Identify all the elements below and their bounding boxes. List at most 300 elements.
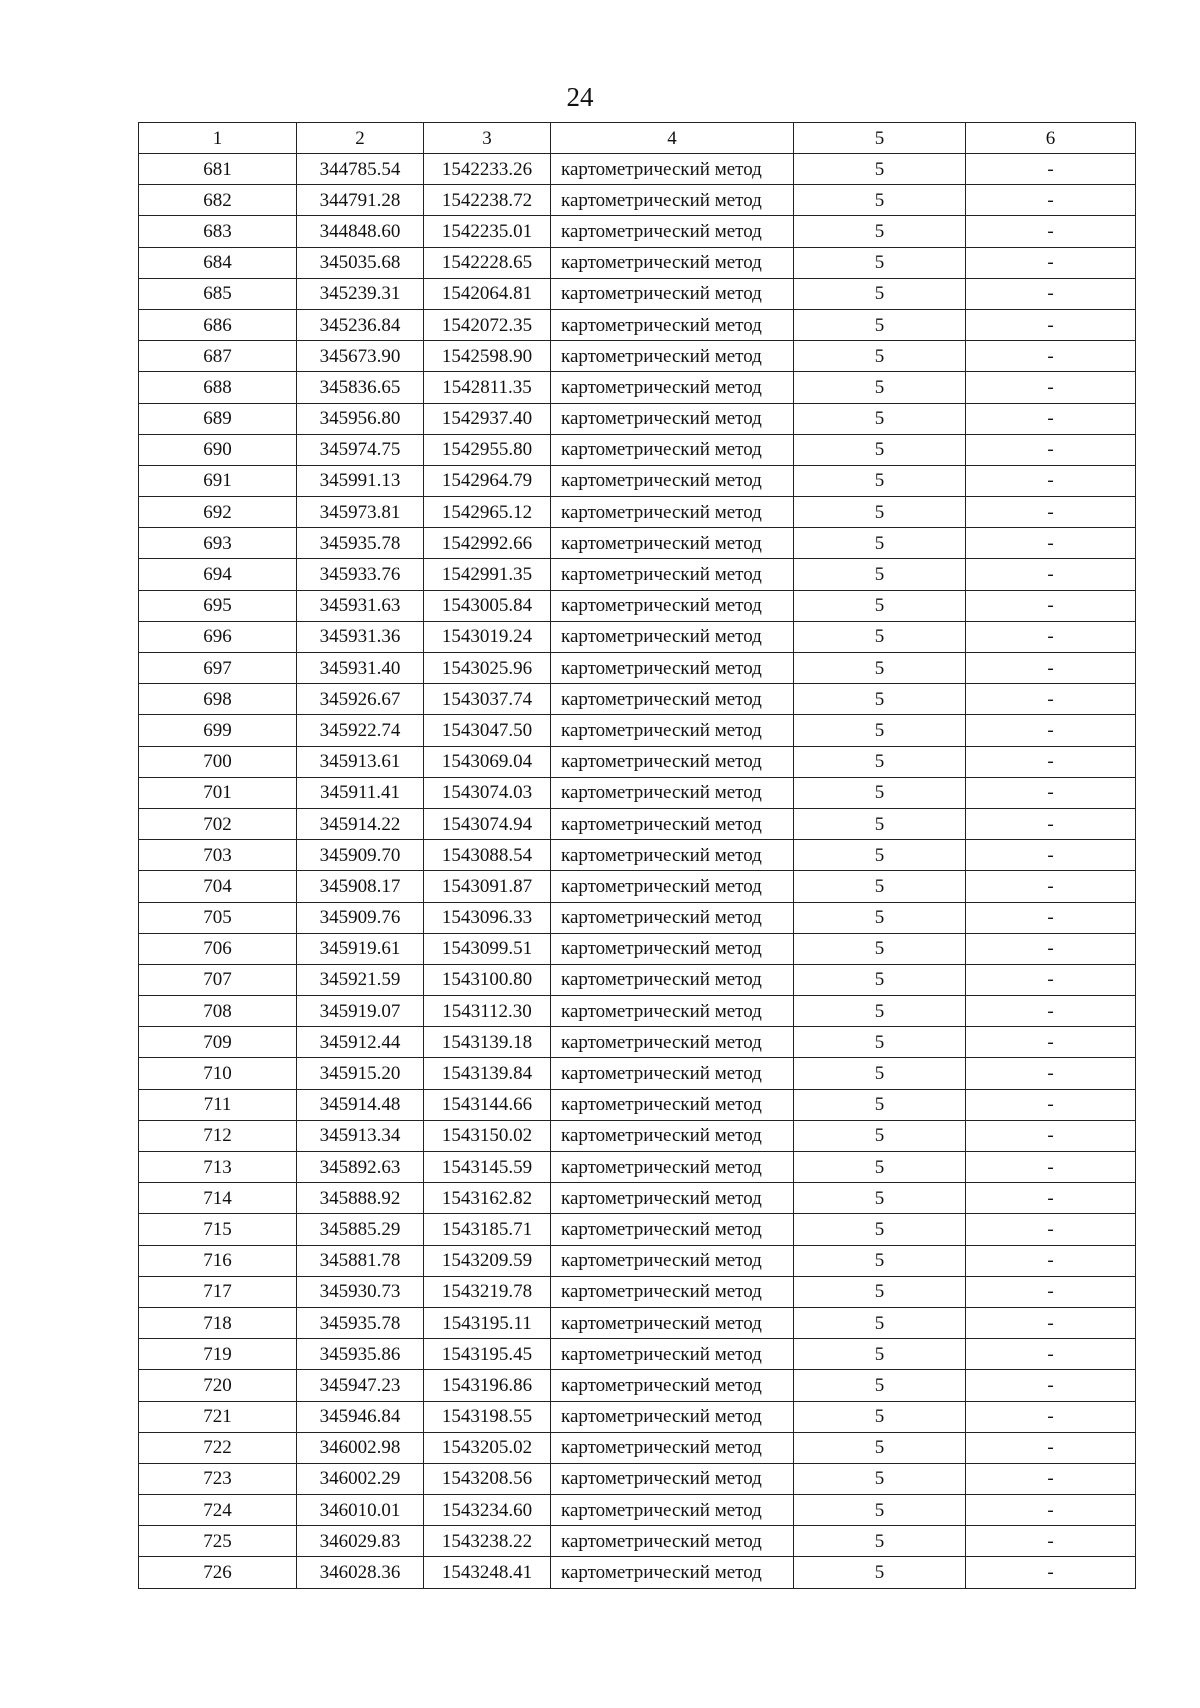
- note-cell: -: [966, 309, 1136, 340]
- x-coordinate-cell: 345913.61: [297, 746, 424, 777]
- y-coordinate-cell: 1543096.33: [424, 902, 551, 933]
- header-cell: 3: [424, 123, 551, 154]
- x-coordinate-cell: 345236.84: [297, 309, 424, 340]
- table-row: [139, 247, 1136, 278]
- method-cell: картометрический метод: [551, 1495, 794, 1526]
- note-cell: -: [966, 1463, 1136, 1494]
- point-number-cell: 713: [139, 1152, 297, 1183]
- y-coordinate-cell: 1542992.66: [424, 528, 551, 559]
- method-cell: картометрический метод: [551, 1526, 794, 1557]
- y-coordinate-cell: 1543208.56: [424, 1463, 551, 1494]
- method-cell: картометрический метод: [551, 185, 794, 216]
- note-cell: -: [966, 1370, 1136, 1401]
- point-number-cell: 707: [139, 964, 297, 995]
- accuracy-cell: 5: [794, 996, 966, 1027]
- note-cell: -: [966, 684, 1136, 715]
- accuracy-cell: 5: [794, 871, 966, 902]
- y-coordinate-cell: 1543100.80: [424, 964, 551, 995]
- point-number-cell: 712: [139, 1120, 297, 1151]
- point-number-cell: 686: [139, 309, 297, 340]
- note-cell: -: [966, 871, 1136, 902]
- accuracy-cell: 5: [794, 715, 966, 746]
- y-coordinate-cell: 1542238.72: [424, 185, 551, 216]
- accuracy-cell: 5: [794, 746, 966, 777]
- method-cell: картометрический метод: [551, 1307, 794, 1338]
- point-number-cell: 722: [139, 1432, 297, 1463]
- point-number-cell: 687: [139, 341, 297, 372]
- x-coordinate-cell: 345933.76: [297, 559, 424, 590]
- y-coordinate-cell: 1543219.78: [424, 1276, 551, 1307]
- accuracy-cell: 5: [794, 1495, 966, 1526]
- y-coordinate-cell: 1543185.71: [424, 1214, 551, 1245]
- y-coordinate-cell: 1542955.80: [424, 434, 551, 465]
- accuracy-cell: 5: [794, 653, 966, 684]
- y-coordinate-cell: 1543047.50: [424, 715, 551, 746]
- accuracy-cell: 5: [794, 777, 966, 808]
- note-cell: -: [966, 247, 1136, 278]
- table-row: [139, 621, 1136, 652]
- point-number-cell: 710: [139, 1058, 297, 1089]
- accuracy-cell: 5: [794, 1027, 966, 1058]
- point-number-cell: 711: [139, 1089, 297, 1120]
- table-row: [139, 1307, 1136, 1338]
- y-coordinate-cell: 1542811.35: [424, 372, 551, 403]
- header-cell: 4: [551, 123, 794, 154]
- x-coordinate-cell: 345915.20: [297, 1058, 424, 1089]
- accuracy-cell: 5: [794, 964, 966, 995]
- x-coordinate-cell: 345930.73: [297, 1276, 424, 1307]
- header-cell: 1: [139, 123, 297, 154]
- table-row: [139, 1027, 1136, 1058]
- y-coordinate-cell: 1543074.94: [424, 808, 551, 839]
- x-coordinate-cell: 345908.17: [297, 871, 424, 902]
- note-cell: -: [966, 403, 1136, 434]
- table-row: [139, 1245, 1136, 1276]
- note-cell: -: [966, 933, 1136, 964]
- point-number-cell: 725: [139, 1526, 297, 1557]
- accuracy-cell: 5: [794, 1214, 966, 1245]
- y-coordinate-cell: 1543074.03: [424, 777, 551, 808]
- point-number-cell: 698: [139, 684, 297, 715]
- note-cell: -: [966, 559, 1136, 590]
- point-number-cell: 719: [139, 1339, 297, 1370]
- note-cell: -: [966, 278, 1136, 309]
- table-row: [139, 1214, 1136, 1245]
- y-coordinate-cell: 1542965.12: [424, 497, 551, 528]
- y-coordinate-cell: 1542228.65: [424, 247, 551, 278]
- note-cell: -: [966, 216, 1136, 247]
- x-coordinate-cell: 345946.84: [297, 1401, 424, 1432]
- note-cell: -: [966, 621, 1136, 652]
- y-coordinate-cell: 1543091.87: [424, 871, 551, 902]
- table-row: [139, 1463, 1136, 1494]
- accuracy-cell: 5: [794, 1058, 966, 1089]
- table-row: [139, 1183, 1136, 1214]
- point-number-cell: 691: [139, 465, 297, 496]
- header-cell: 5: [794, 123, 966, 154]
- method-cell: картометрический метод: [551, 154, 794, 185]
- method-cell: картометрический метод: [551, 341, 794, 372]
- method-cell: картометрический метод: [551, 1339, 794, 1370]
- x-coordinate-cell: 345926.67: [297, 684, 424, 715]
- point-number-cell: 693: [139, 528, 297, 559]
- table-row: [139, 1401, 1136, 1432]
- note-cell: -: [966, 497, 1136, 528]
- header-cell: 6: [966, 123, 1136, 154]
- y-coordinate-cell: 1543145.59: [424, 1152, 551, 1183]
- y-coordinate-cell: 1543195.11: [424, 1307, 551, 1338]
- note-cell: -: [966, 1526, 1136, 1557]
- note-cell: -: [966, 1276, 1136, 1307]
- note-cell: -: [966, 1058, 1136, 1089]
- accuracy-cell: 5: [794, 1401, 966, 1432]
- method-cell: картометрический метод: [551, 871, 794, 902]
- y-coordinate-cell: 1543099.51: [424, 933, 551, 964]
- point-number-cell: 709: [139, 1027, 297, 1058]
- x-coordinate-cell: 346010.01: [297, 1495, 424, 1526]
- accuracy-cell: 5: [794, 154, 966, 185]
- accuracy-cell: 5: [794, 216, 966, 247]
- accuracy-cell: 5: [794, 309, 966, 340]
- table-row: [139, 1058, 1136, 1089]
- accuracy-cell: 5: [794, 590, 966, 621]
- table-row: [139, 902, 1136, 933]
- point-number-cell: 694: [139, 559, 297, 590]
- point-number-cell: 702: [139, 808, 297, 839]
- point-number-cell: 683: [139, 216, 297, 247]
- note-cell: -: [966, 1152, 1136, 1183]
- method-cell: картометрический метод: [551, 653, 794, 684]
- method-cell: картометрический метод: [551, 1557, 794, 1588]
- method-cell: картометрический метод: [551, 1276, 794, 1307]
- x-coordinate-cell: 345919.61: [297, 933, 424, 964]
- x-coordinate-cell: 345931.40: [297, 653, 424, 684]
- y-coordinate-cell: 1543088.54: [424, 840, 551, 871]
- point-number-cell: 724: [139, 1495, 297, 1526]
- table-row: [139, 341, 1136, 372]
- coordinates-table: [138, 122, 1136, 1589]
- y-coordinate-cell: 1543234.60: [424, 1495, 551, 1526]
- table-row: [139, 309, 1136, 340]
- accuracy-cell: 5: [794, 465, 966, 496]
- accuracy-cell: 5: [794, 1339, 966, 1370]
- x-coordinate-cell: 346029.83: [297, 1526, 424, 1557]
- table-row: [139, 1339, 1136, 1370]
- x-coordinate-cell: 345913.34: [297, 1120, 424, 1151]
- accuracy-cell: 5: [794, 808, 966, 839]
- note-cell: -: [966, 1495, 1136, 1526]
- accuracy-cell: 5: [794, 840, 966, 871]
- page-number: 24: [566, 82, 594, 112]
- accuracy-cell: 5: [794, 1557, 966, 1588]
- note-cell: -: [966, 1120, 1136, 1151]
- x-coordinate-cell: 345922.74: [297, 715, 424, 746]
- note-cell: -: [966, 777, 1136, 808]
- x-coordinate-cell: 345919.07: [297, 996, 424, 1027]
- method-cell: картометрический метод: [551, 621, 794, 652]
- x-coordinate-cell: 345035.68: [297, 247, 424, 278]
- method-cell: картометрический метод: [551, 465, 794, 496]
- note-cell: -: [966, 1089, 1136, 1120]
- table-row: [139, 1557, 1136, 1588]
- method-cell: картометрический метод: [551, 403, 794, 434]
- accuracy-cell: 5: [794, 1276, 966, 1307]
- point-number-cell: 706: [139, 933, 297, 964]
- method-cell: картометрический метод: [551, 1058, 794, 1089]
- table-row: [139, 1526, 1136, 1557]
- note-cell: -: [966, 1432, 1136, 1463]
- table-row: [139, 653, 1136, 684]
- point-number-cell: 703: [139, 840, 297, 871]
- method-cell: картометрический метод: [551, 434, 794, 465]
- table-body: [139, 123, 1136, 1589]
- accuracy-cell: 5: [794, 434, 966, 465]
- y-coordinate-cell: 1543238.22: [424, 1526, 551, 1557]
- table-row: [139, 372, 1136, 403]
- note-cell: -: [966, 715, 1136, 746]
- table-row: [139, 684, 1136, 715]
- method-cell: картометрический метод: [551, 590, 794, 621]
- x-coordinate-cell: 345947.23: [297, 1370, 424, 1401]
- y-coordinate-cell: 1542598.90: [424, 341, 551, 372]
- accuracy-cell: 5: [794, 497, 966, 528]
- method-cell: картометрический метод: [551, 372, 794, 403]
- note-cell: -: [966, 341, 1136, 372]
- x-coordinate-cell: 345973.81: [297, 497, 424, 528]
- note-cell: -: [966, 1339, 1136, 1370]
- y-coordinate-cell: 1543112.30: [424, 996, 551, 1027]
- point-number-cell: 700: [139, 746, 297, 777]
- note-cell: -: [966, 902, 1136, 933]
- method-cell: картометрический метод: [551, 840, 794, 871]
- point-number-cell: 720: [139, 1370, 297, 1401]
- method-cell: картометрический метод: [551, 1463, 794, 1494]
- y-coordinate-cell: 1542233.26: [424, 154, 551, 185]
- point-number-cell: 715: [139, 1214, 297, 1245]
- y-coordinate-cell: 1543144.66: [424, 1089, 551, 1120]
- accuracy-cell: 5: [794, 1432, 966, 1463]
- y-coordinate-cell: 1543037.74: [424, 684, 551, 715]
- method-cell: картометрический метод: [551, 278, 794, 309]
- note-cell: -: [966, 1027, 1136, 1058]
- table-row: [139, 1152, 1136, 1183]
- method-cell: картометрический метод: [551, 1432, 794, 1463]
- x-coordinate-cell: 345885.29: [297, 1214, 424, 1245]
- y-coordinate-cell: 1543005.84: [424, 590, 551, 621]
- note-cell: -: [966, 1245, 1136, 1276]
- method-cell: картометрический метод: [551, 715, 794, 746]
- point-number-cell: 684: [139, 247, 297, 278]
- x-coordinate-cell: 345931.63: [297, 590, 424, 621]
- point-number-cell: 717: [139, 1276, 297, 1307]
- y-coordinate-cell: 1543162.82: [424, 1183, 551, 1214]
- y-coordinate-cell: 1543248.41: [424, 1557, 551, 1588]
- x-coordinate-cell: 345911.41: [297, 777, 424, 808]
- x-coordinate-cell: 346028.36: [297, 1557, 424, 1588]
- point-number-cell: 685: [139, 278, 297, 309]
- note-cell: -: [966, 964, 1136, 995]
- y-coordinate-cell: 1543139.18: [424, 1027, 551, 1058]
- method-cell: картометрический метод: [551, 746, 794, 777]
- table-row: [139, 497, 1136, 528]
- note-cell: -: [966, 185, 1136, 216]
- accuracy-cell: 5: [794, 933, 966, 964]
- y-coordinate-cell: 1542937.40: [424, 403, 551, 434]
- y-coordinate-cell: 1542964.79: [424, 465, 551, 496]
- point-number-cell: 682: [139, 185, 297, 216]
- x-coordinate-cell: 345974.75: [297, 434, 424, 465]
- y-coordinate-cell: 1543196.86: [424, 1370, 551, 1401]
- x-coordinate-cell: 345912.44: [297, 1027, 424, 1058]
- x-coordinate-cell: 344785.54: [297, 154, 424, 185]
- note-cell: -: [966, 1401, 1136, 1432]
- table-row: [139, 777, 1136, 808]
- table-row: [139, 559, 1136, 590]
- table-row: [139, 964, 1136, 995]
- method-cell: картометрический метод: [551, 808, 794, 839]
- accuracy-cell: 5: [794, 621, 966, 652]
- x-coordinate-cell: 345935.78: [297, 1307, 424, 1338]
- table-row: [139, 1089, 1136, 1120]
- method-cell: картометрический метод: [551, 1183, 794, 1214]
- note-cell: -: [966, 808, 1136, 839]
- table-row: [139, 933, 1136, 964]
- note-cell: -: [966, 1214, 1136, 1245]
- y-coordinate-cell: 1543198.55: [424, 1401, 551, 1432]
- table-row: [139, 216, 1136, 247]
- method-cell: картометрический метод: [551, 684, 794, 715]
- point-number-cell: 688: [139, 372, 297, 403]
- accuracy-cell: 5: [794, 1307, 966, 1338]
- point-number-cell: 695: [139, 590, 297, 621]
- method-cell: картометрический метод: [551, 1152, 794, 1183]
- table-row: [139, 154, 1136, 185]
- method-cell: картометрический метод: [551, 1245, 794, 1276]
- note-cell: -: [966, 590, 1136, 621]
- table-row: [139, 715, 1136, 746]
- x-coordinate-cell: 345914.48: [297, 1089, 424, 1120]
- method-cell: картометрический метод: [551, 309, 794, 340]
- method-cell: картометрический метод: [551, 1089, 794, 1120]
- y-coordinate-cell: 1542991.35: [424, 559, 551, 590]
- x-coordinate-cell: 345956.80: [297, 403, 424, 434]
- accuracy-cell: 5: [794, 902, 966, 933]
- note-cell: -: [966, 653, 1136, 684]
- note-cell: -: [966, 1183, 1136, 1214]
- table-row: [139, 1370, 1136, 1401]
- y-coordinate-cell: 1542235.01: [424, 216, 551, 247]
- x-coordinate-cell: 346002.29: [297, 1463, 424, 1494]
- table-row: [139, 403, 1136, 434]
- x-coordinate-cell: 345892.63: [297, 1152, 424, 1183]
- method-cell: картометрический метод: [551, 216, 794, 247]
- note-cell: -: [966, 996, 1136, 1027]
- table-row: [139, 871, 1136, 902]
- y-coordinate-cell: 1543019.24: [424, 621, 551, 652]
- method-cell: картометрический метод: [551, 996, 794, 1027]
- accuracy-cell: 5: [794, 684, 966, 715]
- x-coordinate-cell: 345836.65: [297, 372, 424, 403]
- table-row: [139, 590, 1136, 621]
- table-row: [139, 185, 1136, 216]
- point-number-cell: 704: [139, 871, 297, 902]
- y-coordinate-cell: 1543195.45: [424, 1339, 551, 1370]
- accuracy-cell: 5: [794, 1463, 966, 1494]
- method-cell: картометрический метод: [551, 1214, 794, 1245]
- table-row: [139, 840, 1136, 871]
- y-coordinate-cell: 1543139.84: [424, 1058, 551, 1089]
- note-cell: -: [966, 465, 1136, 496]
- accuracy-cell: 5: [794, 528, 966, 559]
- accuracy-cell: 5: [794, 1089, 966, 1120]
- x-coordinate-cell: 345931.36: [297, 621, 424, 652]
- method-cell: картометрический метод: [551, 497, 794, 528]
- x-coordinate-cell: 345935.78: [297, 528, 424, 559]
- y-coordinate-cell: 1542064.81: [424, 278, 551, 309]
- y-coordinate-cell: 1543025.96: [424, 653, 551, 684]
- accuracy-cell: 5: [794, 372, 966, 403]
- note-cell: -: [966, 746, 1136, 777]
- point-number-cell: 696: [139, 621, 297, 652]
- point-number-cell: 708: [139, 996, 297, 1027]
- x-coordinate-cell: 345914.22: [297, 808, 424, 839]
- y-coordinate-cell: 1543209.59: [424, 1245, 551, 1276]
- method-cell: картометрический метод: [551, 1120, 794, 1151]
- point-number-cell: 718: [139, 1307, 297, 1338]
- point-number-cell: 726: [139, 1557, 297, 1588]
- method-cell: картометрический метод: [551, 247, 794, 278]
- method-cell: картометрический метод: [551, 964, 794, 995]
- accuracy-cell: 5: [794, 341, 966, 372]
- method-cell: картометрический метод: [551, 1401, 794, 1432]
- point-number-cell: 690: [139, 434, 297, 465]
- header-cell: 2: [297, 123, 424, 154]
- note-cell: -: [966, 840, 1136, 871]
- x-coordinate-cell: 345909.70: [297, 840, 424, 871]
- table-row: [139, 746, 1136, 777]
- point-number-cell: 723: [139, 1463, 297, 1494]
- note-cell: -: [966, 1307, 1136, 1338]
- table-row: [139, 465, 1136, 496]
- accuracy-cell: 5: [794, 247, 966, 278]
- x-coordinate-cell: 345888.92: [297, 1183, 424, 1214]
- x-coordinate-cell: 345921.59: [297, 964, 424, 995]
- table-row: [139, 278, 1136, 309]
- method-cell: картометрический метод: [551, 777, 794, 808]
- method-cell: картометрический метод: [551, 528, 794, 559]
- point-number-cell: 697: [139, 653, 297, 684]
- accuracy-cell: 5: [794, 1526, 966, 1557]
- accuracy-cell: 5: [794, 403, 966, 434]
- point-number-cell: 721: [139, 1401, 297, 1432]
- point-number-cell: 689: [139, 403, 297, 434]
- x-coordinate-cell: 344848.60: [297, 216, 424, 247]
- x-coordinate-cell: 345673.90: [297, 341, 424, 372]
- table-row: [139, 434, 1136, 465]
- method-cell: картометрический метод: [551, 933, 794, 964]
- table-row: [139, 1432, 1136, 1463]
- accuracy-cell: 5: [794, 1152, 966, 1183]
- table-row: [139, 1120, 1136, 1151]
- x-coordinate-cell: 346002.98: [297, 1432, 424, 1463]
- table-row: [139, 996, 1136, 1027]
- accuracy-cell: 5: [794, 278, 966, 309]
- note-cell: -: [966, 1557, 1136, 1588]
- note-cell: -: [966, 154, 1136, 185]
- method-cell: картометрический метод: [551, 902, 794, 933]
- x-coordinate-cell: 345239.31: [297, 278, 424, 309]
- point-number-cell: 716: [139, 1245, 297, 1276]
